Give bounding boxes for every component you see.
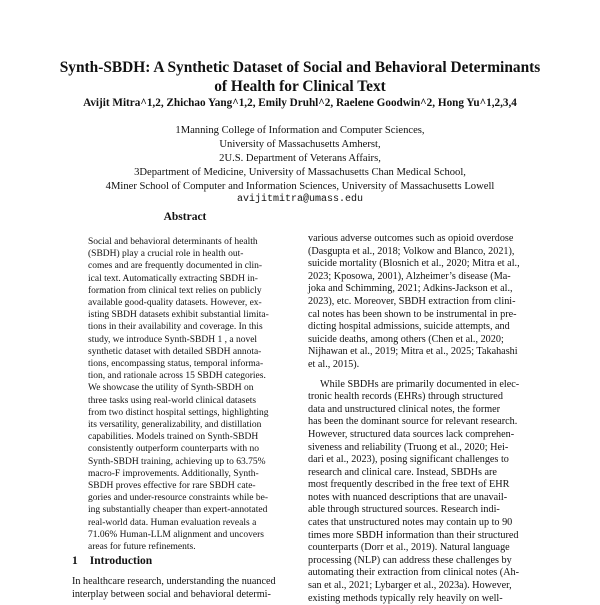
text-line: 71.06% Human-LLM alignment and uncovers	[88, 529, 264, 540]
intro-paragraph	[72, 576, 300, 601]
text-line: interplay between social and behavioral determi-	[72, 588, 271, 600]
text-line: capabilities. Models trained on Synth-SBDH	[88, 432, 259, 443]
text-line: siveness and reliability (Truong et al., 2020; Hei-	[308, 441, 509, 453]
title-line: of Health for Clinical Text	[214, 78, 386, 95]
text-line: (SBDH) play a crucial role in health out-	[88, 249, 244, 260]
text-line: Synth-SBDH training, achieving up to 63.75%	[88, 456, 266, 467]
text-line: able through structured sources. Research indi-	[308, 504, 500, 516]
text-line: However, structured data sources lack comprehen-	[308, 428, 515, 440]
paper-title	[40, 58, 560, 96]
text-line: most frequently described in the free text of EHR	[308, 479, 510, 491]
right-column	[308, 233, 534, 605]
abstract-heading: Abstract	[163, 211, 207, 223]
text-line: suicide mortality (Blosnich et al., 2020; Mitra et al.,	[308, 258, 520, 270]
text-line: suicide deaths, among others (Chen et al., 2020;	[308, 333, 504, 345]
text-line: Nijhawan et al., 2019; Mitra et al., 2025; Takahashi	[308, 346, 518, 358]
text-line: existing methods typically rely heavily on well-	[308, 592, 503, 604]
text-line: times more SBDH information than their structured	[308, 529, 519, 541]
text-line: tions, encompassing status, temporal informa-	[88, 359, 264, 370]
text-line: from two distinct hospital settings, highlighting	[88, 407, 269, 418]
text-line: available good-quality datasets. However, ex-	[88, 298, 262, 309]
text-line: et al., 2015).	[308, 358, 360, 370]
text-line: has been the dominant source for relevant research.	[308, 416, 518, 428]
title-line: Synth-SBDH: A Synthetic Dataset of Social and Behavioral Determinants	[59, 59, 541, 76]
affiliation-line: University of Massachusetts Amherst,	[219, 139, 381, 150]
right-paragraph-2	[308, 379, 534, 605]
text-line: ical text. Automatically extracting SBDH in-	[88, 273, 258, 284]
text-line: various adverse outcomes such as opioid overdose	[308, 233, 514, 244]
text-line: comes and are frequently documented in clin-	[88, 261, 263, 272]
text-line: processing (NLP) can address these challenges by	[308, 554, 512, 566]
text-line: notes with nuanced descriptions that are unavail-	[308, 491, 508, 503]
text-line: tions in their availability and coverage. In this	[88, 322, 263, 333]
text-line: dicting hospital admissions, suicide attempts, and	[308, 321, 510, 333]
text-line: consistently outperform counterparts with no	[88, 444, 259, 455]
section-heading	[72, 555, 164, 567]
section-title: Introduction	[89, 555, 153, 567]
text-line: 2023), etc. Moreover, SBDH extraction from clini-	[308, 295, 516, 307]
text-line: areas for future refinements.	[88, 542, 196, 553]
text-line: dari et al., 2023), posing significant challenges to	[308, 454, 509, 466]
text-line: While SBDHs are primarily documented in elec-	[320, 378, 520, 390]
text-line: isting SBDH datasets exhibit substantial limita-	[88, 310, 269, 321]
text-line: macro-F improvements. Additionally, Synth-	[88, 468, 259, 479]
text-line: tion, and rationale across 15 SBDH categories.	[88, 371, 266, 382]
text-line: formation from clinical text relies on publicly	[88, 285, 262, 296]
text-line: its versatility, generalizability, and distillation	[88, 420, 262, 431]
text-line: joka and Schimming, 2021; Adkins-Jackson et al.,	[308, 283, 513, 295]
text-line: 2023; Kposowa, 2001), Alzheimer’s disease (Ma-	[308, 270, 511, 282]
paragraph-gap	[308, 372, 534, 379]
affiliation-line: 2U.S. Department of Veterans Affairs,	[219, 153, 381, 164]
text-line: data and unstructured clinical notes, the former	[308, 403, 501, 415]
text-line: gories and under-resource constraints while be-	[88, 493, 268, 504]
text-line: three tasks using real-world clinical datasets	[88, 395, 257, 406]
text-line: We showcase the utility of Synth-SBDH on	[88, 383, 254, 394]
text-line: san et al., 2021; Lybarger et al., 2023a). However,	[308, 580, 512, 592]
text-line: cates that unstructured notes may contain up to 90	[308, 517, 513, 529]
affiliation-line: 1Manning College of Information and Computer Sciences,	[175, 125, 425, 136]
affiliation-line: 3Department of Medicine, University of Massachusetts Chan Medical School,	[134, 167, 466, 178]
text-line: SBDH proves effective for rare SBDH cate-	[88, 481, 256, 492]
affiliation-line: 4Miner School of Computer and Information Sciences, University of Massachusetts Lowell	[105, 181, 495, 192]
text-line: research and clinical care. Instead, SBDHs are	[308, 466, 497, 478]
text-line: tronic health records (EHRs) through structured	[308, 391, 503, 403]
text-line: In healthcare research, understanding the nuanced	[72, 576, 276, 587]
author-list: Avijit Mitra^1,2, Zhichao Yang^1,2, Emily Druhl^2, Raelene Goodwin^2, Hong Yu^1,2,3,4	[83, 97, 517, 109]
author-email[interactable]: avijitmitra@umass.edu	[236, 194, 364, 205]
text-line: synthetic dataset with detailed SBDH annota-	[88, 346, 262, 357]
text-line: ing substantially cheaper than expert-annotated	[88, 505, 268, 516]
text-line: (Dasgupta et al., 2018; Volkow and Blanco, 2021),	[308, 245, 515, 257]
section-number: 1	[72, 555, 78, 567]
abstract-body	[88, 236, 284, 553]
text-line: counterparts (Dorr et al., 2019). Natural language	[308, 542, 510, 554]
text-line: cal notes has been shown to be instrumental in pre-	[308, 308, 517, 320]
text-line: study, we introduce Synth-SBDH 1 , a novel	[88, 334, 258, 345]
affiliations	[40, 124, 560, 194]
text-line: automating their extraction from clinical notes (Ah-	[308, 567, 520, 579]
right-paragraph-1	[308, 233, 534, 372]
text-line: Social and behavioral determinants of health	[88, 237, 258, 247]
text-line: real-world data. Human evaluation reveals a	[88, 517, 257, 528]
